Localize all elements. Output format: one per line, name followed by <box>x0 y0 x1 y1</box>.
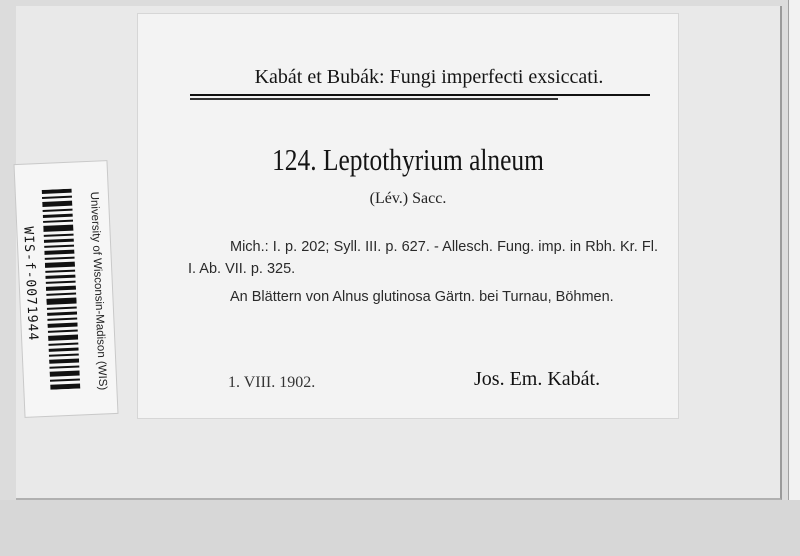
specimen-title: 124. Leptothyrium alneum <box>272 142 544 177</box>
locality-text: An Blättern von Alnus glutinosa Gärtn. bei Turnau, Böhmen. <box>230 289 614 305</box>
barcode-icon <box>42 189 81 390</box>
references-block <box>188 236 658 314</box>
author-citation: (Lév.) Sacc. <box>369 190 447 207</box>
background-strip <box>0 500 800 556</box>
header-rule <box>190 94 650 96</box>
sheet-edge <box>788 0 800 556</box>
barcode-number: WIS-f-0071944 <box>20 226 41 342</box>
collector-name: Jos. Em. Kabát. <box>474 368 601 390</box>
collection-date: 1. VIII. 1902. <box>228 374 316 391</box>
header-rule-secondary <box>190 98 558 100</box>
specimen-label <box>138 14 678 418</box>
barcode-label <box>15 161 118 417</box>
series-header: Kabát et Bubák: Fungi imperfecti exsiccati. <box>254 66 604 88</box>
institution-name: University of Wisconsin-Madison (WIS) <box>87 191 109 391</box>
literature-reference: Mich.: I. p. 202; Syll. III. p. 627. - Allesch. Fung. imp. in Rbh. Kr. Fl. I. Ab. VII. p. 325. <box>188 239 658 277</box>
